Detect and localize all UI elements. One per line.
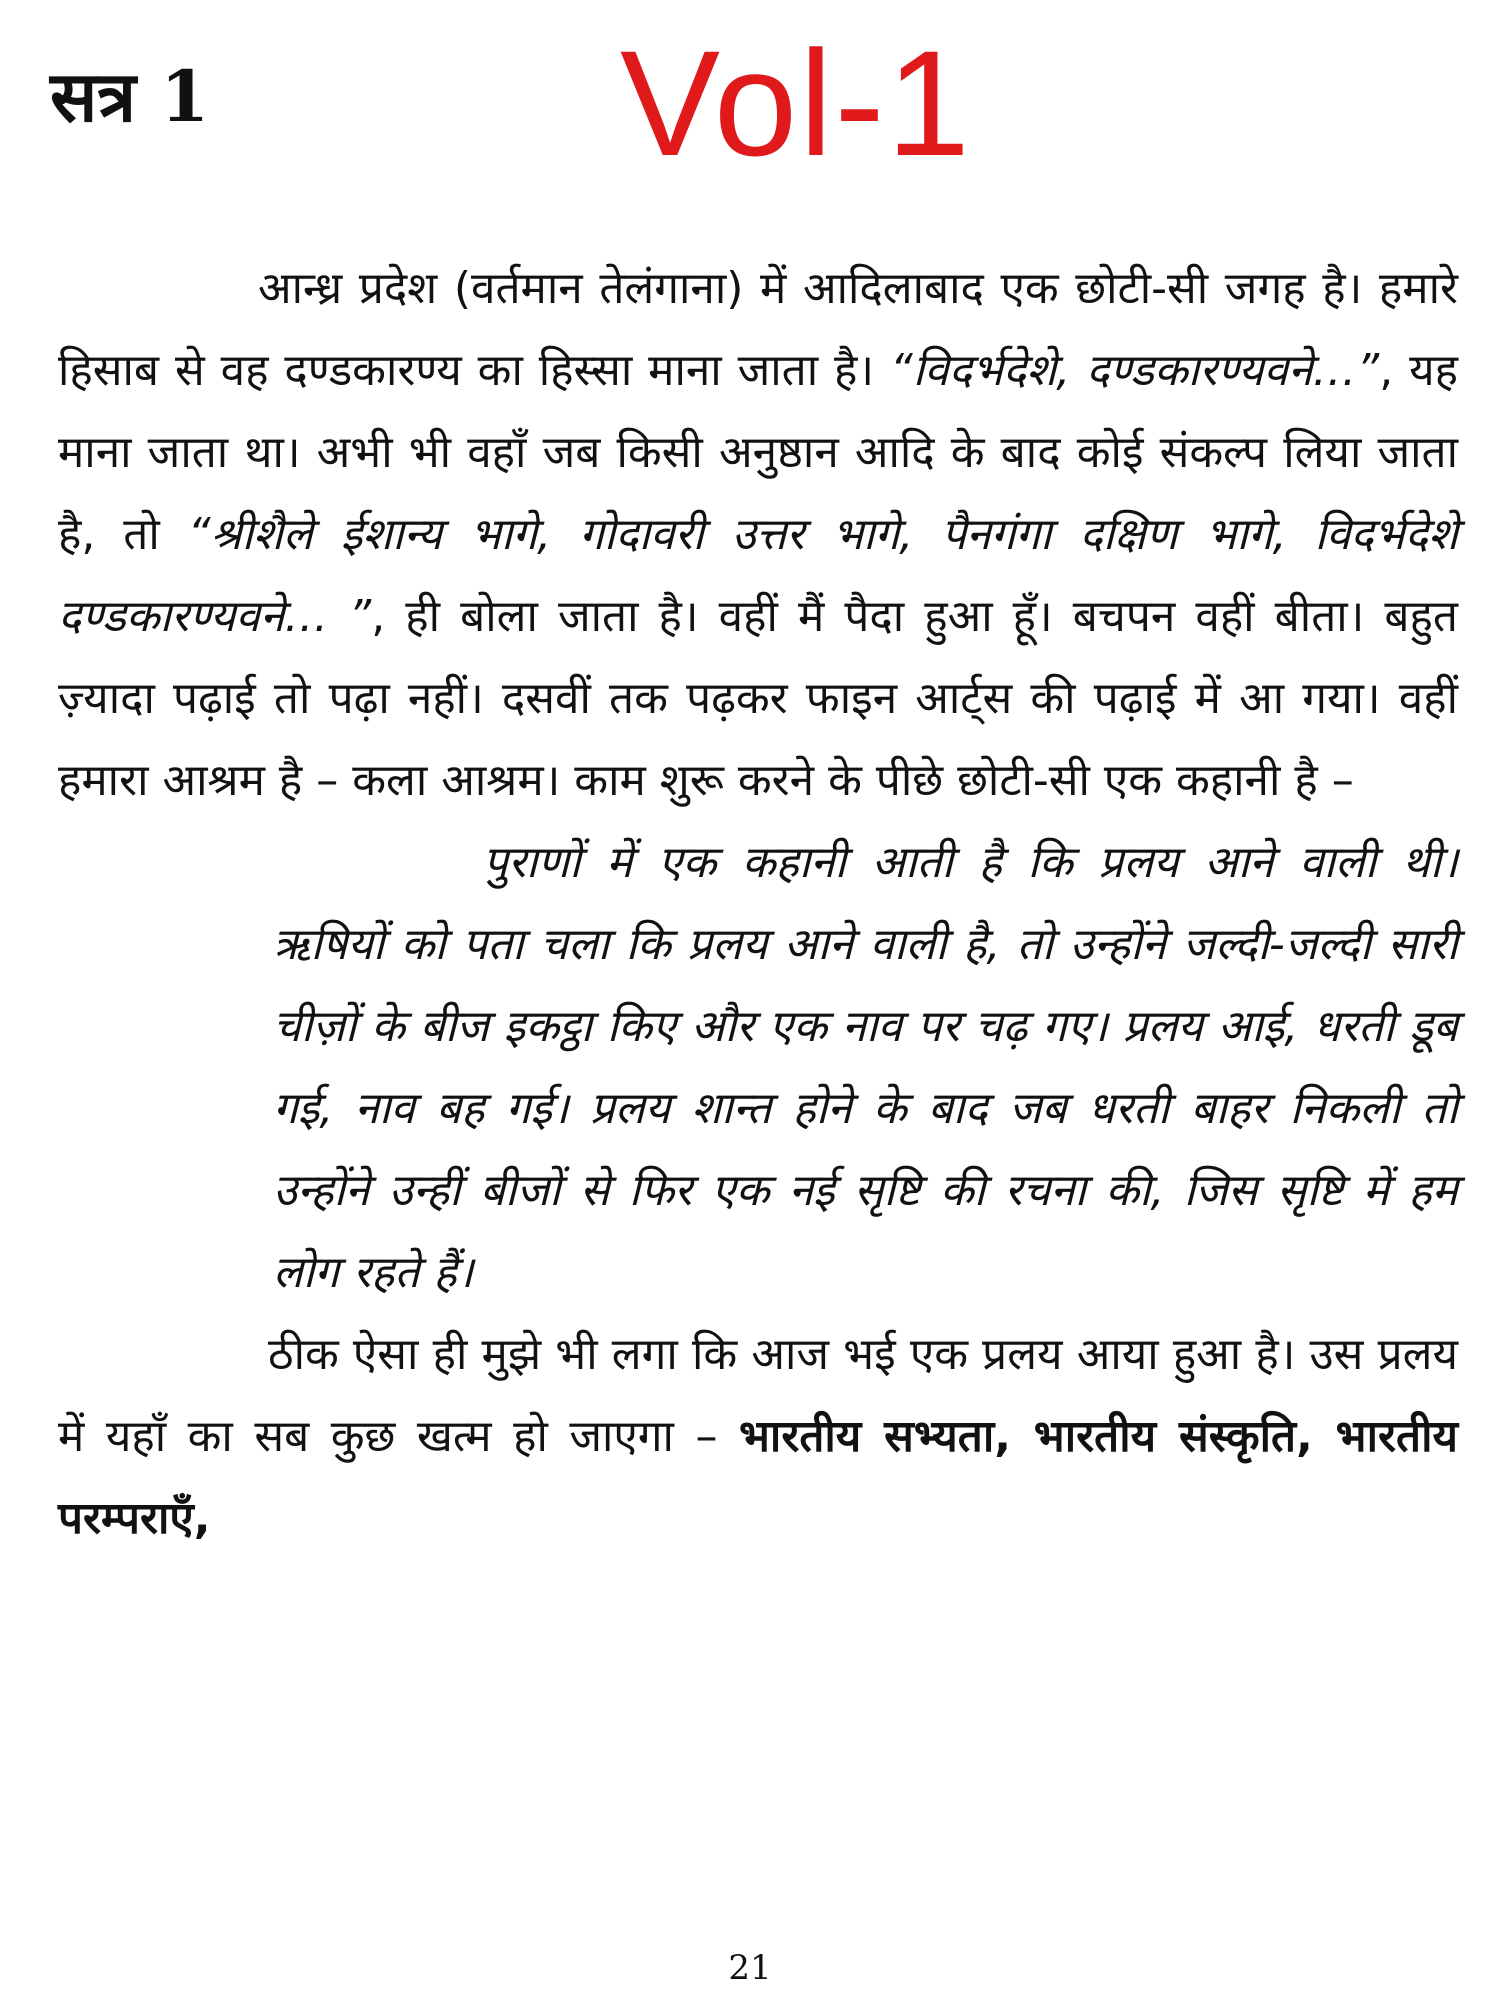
paragraph-pralay-bold: भारतीय सभ्यता, भारतीय संस्कृति, भारतीय परम्पराएँ,	[58, 1411, 1458, 1544]
paragraph-intro-part1: आन्ध्र प्रदेश (वर्तमान तेलंगाना) में आदिलाबाद एक छोटी-सी जगह है। हमारे हिसाब से वह दण्डकारण्य का हिस्सा माना जाता है।	[58, 263, 1458, 396]
paragraph-intro-part2: , यह माना जाता था। अभी भी वहाँ जब किसी अनुष्ठान आदि के बाद कोई संकल्प लिया जाता है, तो	[58, 345, 1459, 560]
paragraph-intro-part3: , ही बोला जाता है। वहीं मैं पैदा हुआ हूँ। बचपन वहीं बीता। बहुत ज़्यादा पढ़ाई तो पढ़ा नहीं। दसवीं तक पढ़कर फाइन आर्ट्स की पढ़ाई में आ गया। वहीं हमारा आश्रम है – कला आश्रम। काम शुरू करने के पीछे छोटी-सी एक कहानी है –	[58, 591, 1458, 806]
body-text	[58, 248, 1458, 1560]
quote-sankalp: “श्रीशैले ईशान्य भागे, गोदावरी उत्तर भागे, पैनगंगा दक्षिण भागे, विदर्भदेशे दण्डकारण्यवने… ”	[58, 509, 1458, 642]
pralay-story-quote: पुराणों में एक कहानी आती है कि प्रलय आने वाली थी। ऋषियों को पता चला कि प्रलय आने वाली है, तो उन्होंने जल्दी-जल्दी सारी चीज़ों के बीज इकट्ठा किए और एक नाव पर चढ़ गए। प्रलय आई, धरती डूब गई, नाव बह गई। प्रलय शान्त होने के बाद जब धरती बाहर निकली तो उन्होंने उन्हीं बीजों से फिर एक नई सृष्टि की रचना की, जिस सृष्टि में हम लोग रहते हैं।	[273, 837, 1458, 1298]
paragraph-intro	[58, 248, 1458, 822]
session-title: सत्र 1	[50, 55, 210, 138]
page-number: 21	[728, 1948, 772, 1988]
volume-label: Vol-1	[620, 19, 972, 187]
quote-vidarbha: “विदर्भदेशे, दण्डकारण्यवने…”	[889, 345, 1380, 396]
paragraph-pralay-text: ठीक ऐसा ही मुझे भी लगा कि आज भई एक प्रलय आया हुआ है। उस प्रलय में यहाँ का सब कुछ खत्म हो जाएगा –	[58, 1329, 1458, 1462]
paragraph-pralay	[58, 1314, 1458, 1560]
